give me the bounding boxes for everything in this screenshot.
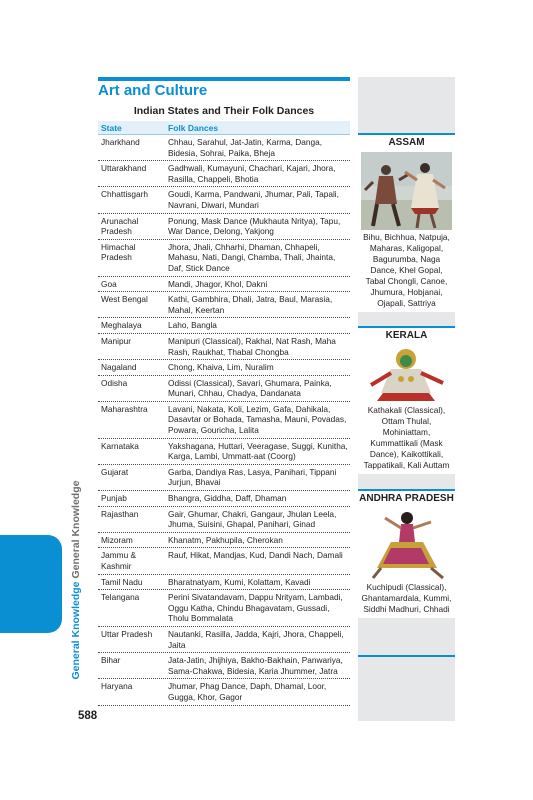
dances-cell: Chong, Khaiva, Lim, Nuralim bbox=[168, 362, 274, 373]
state-cell: Gujarat bbox=[101, 466, 129, 477]
dances-cell: Garba, Dandiya Ras, Lasya, Panihari, Tippani Jurjun, Bhavai bbox=[168, 466, 337, 488]
state-cell: Himachal Pradesh bbox=[101, 241, 136, 263]
table-title: Indian States and Their Folk Dances bbox=[133, 105, 315, 117]
table-row bbox=[98, 376, 350, 402]
side-label-secondary: General Knowledge bbox=[70, 480, 82, 579]
side-label-primary: General Knowledge bbox=[70, 581, 82, 680]
state-cell: Uttar Pradesh bbox=[101, 628, 153, 639]
dances-cell: Perini Sivatandavam, Dappu Nrityam, Lambadi, Oggu Katha, Chindu Bhagavatam, Gussadi, Tholu Bommalata bbox=[168, 592, 343, 624]
dances-cell: Odissi (Classical), Savari, Ghumara, Painka, Munari, Chhau, Chadya, Dandanata bbox=[168, 377, 332, 399]
dances-cell: Chhau, Sarahul, Jat-Jatin, Karma, Danga, Bidesia, Sohrai, Paika, Bheja bbox=[168, 137, 323, 158]
state-cell: Karnataka bbox=[101, 440, 139, 451]
dances-cell: Kathi, Gambhira, Dhali, Jatra, Baul, Marasia, Mahal, Keertan bbox=[168, 294, 333, 315]
state-cell: Nagaland bbox=[101, 362, 137, 373]
state-cell: Mizoram bbox=[101, 534, 133, 545]
side-box-andhra-pradesh bbox=[358, 489, 455, 618]
table-row bbox=[98, 334, 350, 360]
state-cell: Uttarakhand bbox=[101, 163, 147, 174]
dances-cell: Ponung, Mask Dance (Mukhauta Nritya), Tapu, War Dance, Delong, Yakjong bbox=[168, 215, 341, 237]
state-cell: Meghalaya bbox=[101, 320, 142, 331]
state-cell: Jammu & Kashmir bbox=[101, 550, 137, 571]
table-header bbox=[98, 121, 350, 135]
state-cell: Manipur bbox=[101, 335, 131, 346]
table-row bbox=[98, 653, 350, 679]
dances-cell: Laho, Bangla bbox=[168, 320, 217, 331]
side-box-text: Kathakali (Classical), Ottam Thulal, Mohiniattam, Kummattikali (Mask Dance), Kaikottikali, Tappatikali, Kali Auttam bbox=[363, 405, 450, 470]
state-cell: Tamil Nadu bbox=[101, 576, 143, 587]
dances-cell: Jata-Jatin, Jhijhiya, Bakho-Bakhain, Panwariya, Sama-Chakwa, Bidesia, Karia Jhummer, Jatra bbox=[168, 655, 343, 676]
dances-cell: Jhumar, Phag Dance, Daph, Dhamal, Loor, Gugga, Khor, Gagor bbox=[168, 681, 327, 702]
dances-cell: Manipuri (Classical), Rakhal, Nat Rash, Maha Rash, Raukhat, Thabal Chongba bbox=[168, 335, 336, 357]
state-cell: Bihar bbox=[101, 655, 121, 666]
assam-dance-photo bbox=[361, 152, 452, 230]
dances-cell: Khanatm, Pakhupila, Cherokan bbox=[168, 534, 283, 545]
state-cell: West Bengal bbox=[101, 294, 148, 305]
table-row bbox=[98, 277, 350, 293]
dances-cell: Bharatnatyam, Kumi, Kolattam, Kavadi bbox=[168, 576, 311, 587]
table-row bbox=[98, 135, 350, 161]
table-row bbox=[98, 439, 350, 465]
side-box-text: Kuchipudi (Classical), Ghantamardala, Kummi, Siddhi Madhuri, Chhadi bbox=[361, 582, 452, 614]
table-row bbox=[98, 533, 350, 549]
table-row bbox=[98, 187, 350, 213]
table-row bbox=[98, 402, 350, 439]
dances-cell: Rauf, Hikat, Mandjas, Kud, Dandi Nach, Damali bbox=[168, 550, 343, 561]
state-cell: Rajasthan bbox=[101, 508, 139, 519]
col-state-header: State bbox=[101, 122, 122, 133]
side-box-heading: KERALA bbox=[385, 330, 428, 341]
col-dances-header: Folk Dances bbox=[168, 122, 219, 133]
dances-cell: Mandi, Jhagor, Khol, Dakni bbox=[168, 278, 268, 289]
kerala-dance-photo bbox=[361, 345, 452, 403]
state-cell: Chhattisgarh bbox=[101, 189, 149, 200]
state-cell: Jharkhand bbox=[101, 137, 140, 147]
dances-cell: Jhora, Jhali, Chharhi, Dhaman, Chhapeli, Mahasu, Nati, Dangi, Chamba, Thali, Jhainta, Daf, Stick Dance bbox=[168, 241, 336, 273]
page-number: 588 bbox=[78, 710, 98, 722]
table-row bbox=[98, 548, 350, 574]
table-row bbox=[98, 465, 350, 491]
table-row bbox=[98, 679, 350, 705]
side-box-assam bbox=[358, 133, 455, 312]
side-label bbox=[70, 460, 90, 700]
side-box-heading: ANDHRA PRADESH bbox=[359, 493, 454, 504]
side-box-kerala bbox=[358, 326, 455, 474]
dances-cell: Lavani, Nakata, Koli, Lezim, Gafa, Dahikala, Dasavtar or Bohada, Tamasha, Mauni, Povadas, Powara, Gouricha, Lalita bbox=[168, 403, 347, 436]
table-row bbox=[98, 214, 350, 240]
table-row bbox=[98, 318, 350, 334]
dances-cell: Yakshagana, Huttari, Veeragase, Suggi, Kunitha, Karga, Lambi, Ummatt-aat (Coorg) bbox=[168, 440, 348, 462]
side-box-bottom-bar bbox=[358, 655, 455, 657]
state-cell: Odisha bbox=[101, 377, 128, 388]
dances-cell: Bhangra, Giddha, Daff, Dhaman bbox=[168, 493, 287, 504]
side-box-heading: ASSAM bbox=[388, 137, 425, 148]
table-row bbox=[98, 491, 350, 507]
table-row bbox=[98, 590, 350, 627]
state-cell: Goa bbox=[101, 278, 117, 289]
table-row bbox=[98, 360, 350, 376]
section-title: Art and Culture bbox=[98, 82, 208, 99]
state-cell: Arunachal Pradesh bbox=[101, 215, 139, 237]
dances-cell: Gair, Ghumar, Chakri, Gangaur, Jhulan Leela, Jhuma, Suisini, Ghapal, Panihari, Ginad bbox=[168, 508, 337, 530]
table-row bbox=[98, 575, 350, 591]
side-box-text: Bihu, Bichhua, Natpuja, Maharas, Kaligopal, Bagurumba, Naga Dance, Khel Gopal, Tabal Chongli, Canoe, Jhumura, Hobjanai, Ojapali, Sattriya bbox=[363, 232, 450, 308]
table-row bbox=[98, 507, 350, 533]
state-cell: Punjab bbox=[101, 493, 127, 504]
section-top-bar bbox=[98, 77, 350, 81]
table-row bbox=[98, 161, 350, 187]
state-cell: Haryana bbox=[101, 681, 133, 692]
table-row bbox=[98, 627, 350, 653]
table-row bbox=[98, 292, 350, 318]
dances-cell: Nautanki, Rasilla, Jadda, Kajri, Jhora, Chappeli, Jaita bbox=[168, 628, 344, 650]
side-tab bbox=[0, 535, 62, 633]
state-cell: Telangana bbox=[101, 592, 140, 603]
state-cell: Maharashtra bbox=[101, 403, 148, 414]
folk-dance-table bbox=[98, 121, 350, 706]
table-row bbox=[98, 240, 350, 277]
dances-cell: Goudi, Karma, Pandwani, Jhumar, Pali, Tapali, Navrani, Diwari, Mundari bbox=[168, 189, 339, 210]
dances-cell: Gadhwali, Kumayuni, Chachari, Kajari, Jhora, Rasilla, Chappeli, Bhotia bbox=[168, 163, 336, 184]
andhra-dance-photo bbox=[361, 508, 452, 580]
